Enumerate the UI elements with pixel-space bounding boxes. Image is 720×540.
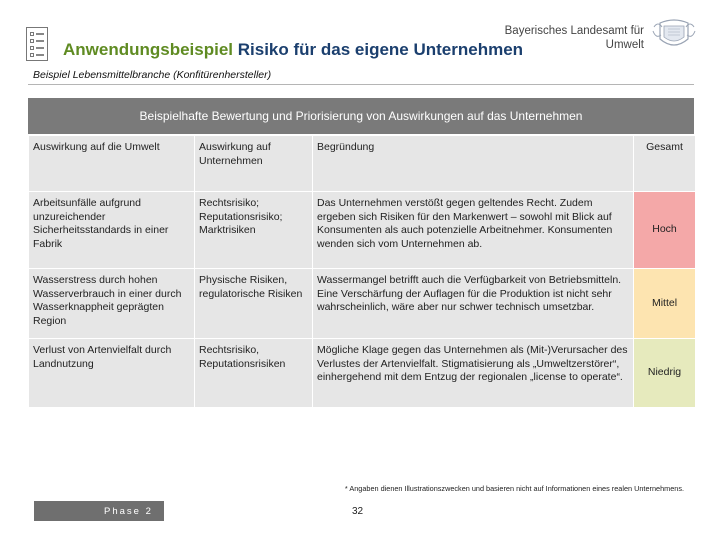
cell-umwelt: Wasserstress durch hohen Wasserverbrauch in einer durch Wasserknappheit geprägten Region [29,269,195,339]
cell-umwelt: Verlust von Artenvielfalt durch Landnutzung [29,339,195,408]
organization-line-1: Bayerisches Landesamt für [504,25,644,37]
table-row [29,192,696,269]
header-gesamt: Gesamt [634,136,696,192]
table-row [29,339,696,408]
page-title-rest: Risiko für das eigene Unternehmen [233,40,524,59]
cell-begruendung: Das Unternehmen verstößt gegen geltendes Recht. Zudem ergeben sich Risiken für den Markenwert – sowohl mit Blick auf Konsumenten als auch potenzielle Arbeitnehmer. Konsumenten wenden sich vom Unternehmen ab. [313,192,634,269]
organization-name [505,24,644,52]
cell-umwelt: Arbeitsunfälle aufgrund unzureichender Sicherheitsstandards in einer Fabrik [29,192,195,269]
rating-badge: Mittel [634,269,696,339]
page-number: 32 [352,506,364,517]
table-banner: Beispielhafte Bewertung und Priorisierung von Auswirkungen auf das Unternehmen [28,98,694,134]
cell-unternehmen: Rechtsrisiko; Reputationsrisiko; Marktrisiken [195,192,313,269]
page-title [63,40,523,60]
table-header-row [29,136,696,192]
cell-begruendung: Wassermangel betrifft auch die Verfügbarkeit von Betriebsmitteln. Eine Verschärfung der Auflagen für die Produktion ist nicht sehr wahrscheinlich, wäre aber nur schwer technisch umsetzbar. [313,269,634,339]
rating-badge: Hoch [634,192,696,269]
cell-begruendung: Mögliche Klage gegen das Unternehmen als (Mit-)Verursacher des Verlustes der Artenvielfalt. Stigmatisierung als „Umweltzerstörer“, einhergehend mit dem Entzug der regionalen „license to operate“. [313,339,634,408]
header-unternehmen: Auswirkung auf Unternehmen [195,136,313,192]
subtitle: Beispiel Lebensmittelbranche (Konfitürenhersteller) [33,69,272,81]
header-begruendung: Begründung [313,136,634,192]
cell-unternehmen: Rechtsrisiko, Reputationsrisiken [195,339,313,408]
footnote: * Angaben dienen Illustrationszwecken und basieren nicht auf Informationen eines realen Unternehmens. [344,484,684,493]
organization-line-2: Umwelt [605,39,644,51]
cell-unternehmen: Physische Risiken, regulatorische Risiken [195,269,313,339]
divider [28,84,694,85]
rating-badge: Niedrig [634,339,696,408]
page-title-accent: Anwendungsbeispiel [63,40,234,59]
phase-label: Phase 2 [34,501,164,521]
checklist-icon [26,27,48,61]
header-umwelt: Auswirkung auf die Umwelt [29,136,195,192]
assessment-table [28,135,696,408]
table-row [29,269,696,339]
bavarian-crest-icon [650,17,698,51]
